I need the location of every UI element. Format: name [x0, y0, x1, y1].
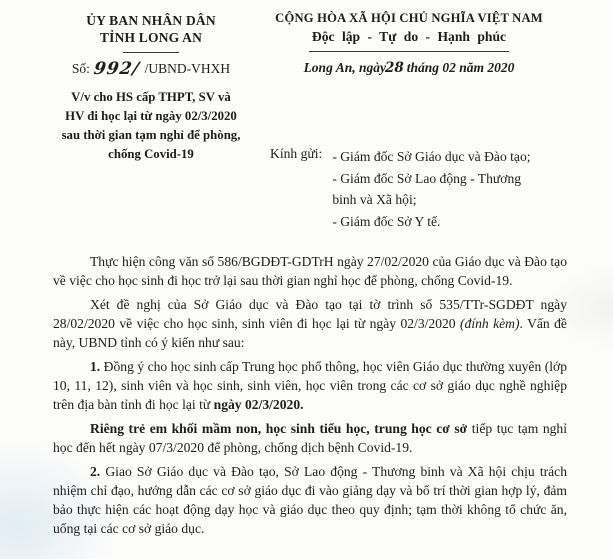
- text-run: ngày 02/3/2020.: [213, 397, 304, 412]
- text-run: (đính kèm): [460, 316, 520, 331]
- text-run: tiếp tục tạm nghỉ học đến hết ngày 07/3/2020 để phòng, chống dịch bệnh Covid-19.: [53, 421, 567, 455]
- recipient-item: [332, 146, 564, 168]
- text-run: Giao Sở Giáo dục và Đào tạo, Sở Lao động - Thương binh và Xã hội chịu trách nhiệm chỉ đạo, hướng dẫn các cơ sở giáo dục đi vào giảng dạy và bố trí thời gian hợp lý, đảm bảo thực hiện các hoạt động dạy học và giáo dục theo quy định; tạm thời không tổ chức ăn, uống tại các cơ sở giáo dục.: [53, 464, 567, 536]
- subject-line: sau thời gian tạm nghỉ để phòng,: [61, 128, 241, 142]
- document-number-label: Số:: [71, 61, 90, 76]
- body-paragraph: [53, 462, 567, 538]
- document-number-line: [45, 58, 257, 78]
- body-text: [53, 252, 567, 543]
- motto-divider-rule: [309, 51, 509, 52]
- issuer-block: [45, 13, 257, 164]
- date-suffix: tháng 02 năm 2020: [406, 60, 515, 75]
- body-paragraph: [53, 252, 567, 290]
- body-paragraph: [53, 295, 567, 352]
- text-run: . Vấn đề này, UBND tỉnh có ý kiến như sau:: [53, 316, 567, 350]
- national-motto-line2: Độc lập - Tự do - Hạnh phúc: [311, 29, 507, 44]
- recipient-item: [332, 168, 564, 211]
- issuer-divider-rule: [123, 52, 179, 53]
- body-paragraph: [53, 419, 567, 457]
- text-run: 2.: [90, 464, 101, 479]
- subject-block: [45, 88, 257, 164]
- recipient-line: - Giám đốc Sở Lao động - Thương: [332, 170, 522, 186]
- subject-line: V/v cho HS cấp THPT, SV và: [71, 90, 231, 104]
- issuer-name-line2: TỈNH LONG AN: [99, 29, 203, 45]
- subject-line: chống Covid-19: [108, 147, 194, 161]
- document-number-handwritten: 992/: [92, 59, 142, 79]
- text-run: Xét đề nghị của Sở Giáo dục và Đào tạo tại tờ trình số 535/TTr-SGDĐT ngày 28/02/2020 về việc cho học sinh, sinh viên đi học lại từ ngày 02/3/2020: [53, 297, 567, 331]
- recipient-line: - Giám đốc Sở Giáo dục và Đào tạo;: [332, 149, 531, 164]
- date-prefix: Long An, ngày: [303, 60, 386, 75]
- issuer-name-line1: ỦY BAN NHÂN DÂN: [86, 13, 216, 28]
- recipient-line: binh và Xã hội;: [332, 192, 417, 207]
- salutation-block: [270, 146, 564, 232]
- text-run: Riêng trẻ em khối mầm non, học sinh tiểu học, trung học cơ sở: [90, 421, 468, 436]
- national-header-block: [258, 11, 560, 76]
- text-run: Thực hiện công văn số 586/BGDĐT-GDTrH ngày 27/02/2020 của Giáo dục và Đào tạo về việc cho học sinh đi học trở lại sau thời gian nghỉ học để phòng, chống Covid-19.: [53, 254, 567, 288]
- place-date-line: [258, 60, 560, 76]
- date-handwritten-day: 28: [384, 60, 404, 76]
- recipient-item: [332, 211, 564, 233]
- text-run: 1.: [90, 359, 101, 374]
- recipient-line: - Giám đốc Sở Y tế.: [332, 213, 441, 229]
- document-number-code: /UBND-VHXH: [144, 61, 231, 76]
- text-run: Đồng ý cho học sinh cấp Trung học phổ thông, học viên Giáo dục thường xuyên (lớp 10, 11, 12), sinh viên và học sinh, sinh viên, học viên trong các cơ sở giáo dục nghề nghiệp trên địa bàn tỉnh đi học lại từ: [53, 359, 567, 412]
- national-motto-line1: CỘNG HÒA XÃ HỘI CHỦ NGHĨA VIỆT NAM: [275, 11, 543, 25]
- recipients-list: [332, 146, 564, 232]
- subject-line: HV đi học lại từ ngày 02/3/2020: [65, 109, 237, 123]
- salutation-label: Kính gửi:: [270, 146, 323, 161]
- body-paragraph: [53, 357, 567, 414]
